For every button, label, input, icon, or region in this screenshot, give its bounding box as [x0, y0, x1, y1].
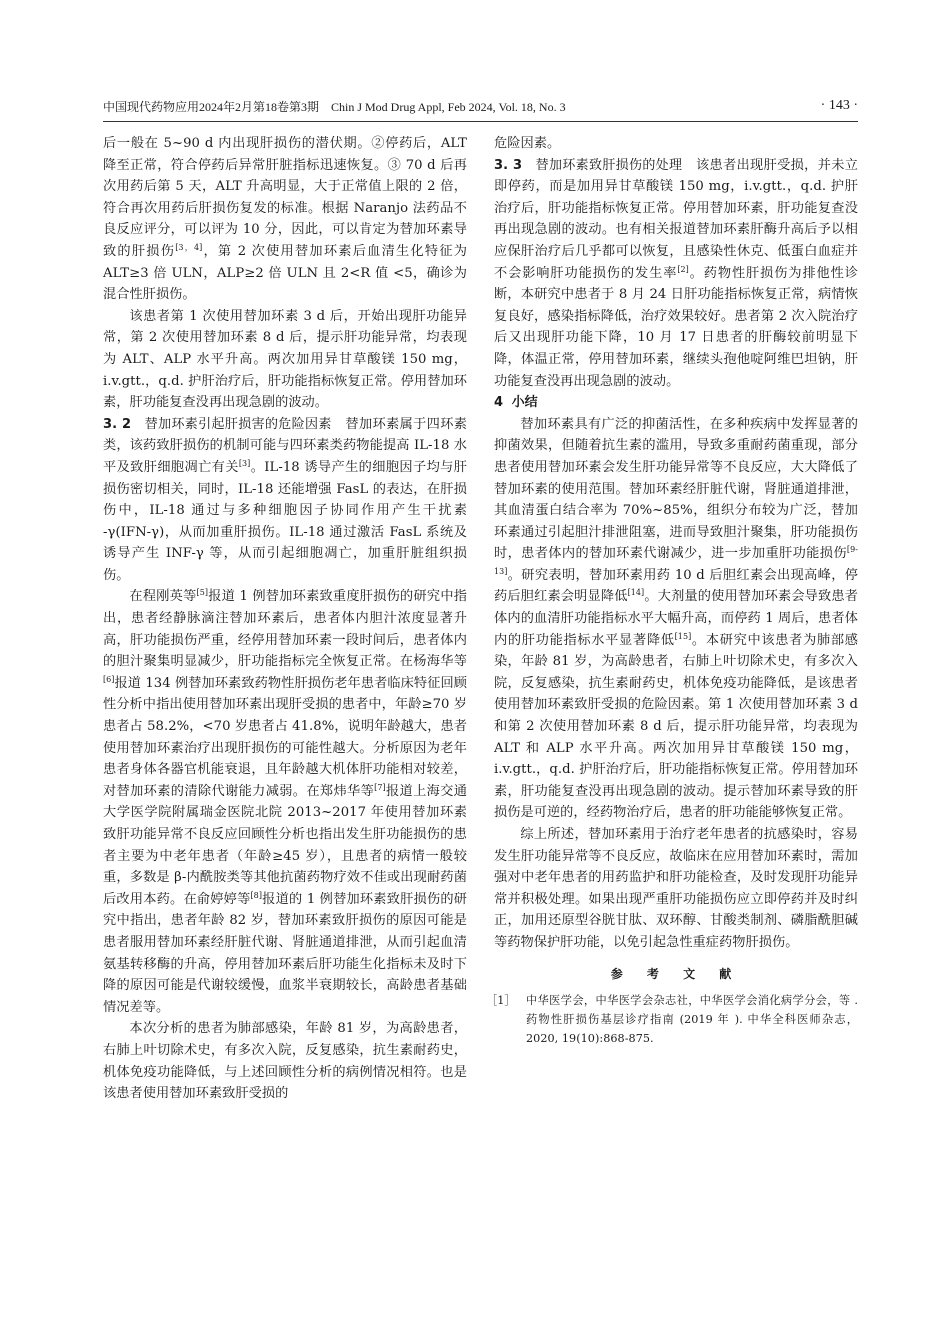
- reference-item: ［1］ 中华医学会，中华医学会杂志社，中华医学会消化病学分会，等 . 药物性肝损伤基层诊疗指南 (2019 年 ). 中华全科医师杂志，2020, 19(10):868-875.: [486, 994, 858, 1046]
- citation[interactable]: [9-13]: [494, 545, 858, 576]
- left-column: [103, 133, 467, 1105]
- paragraph: 危险因素。: [494, 136, 561, 151]
- right-column: [486, 133, 858, 1048]
- journal-citation: 中国现代药物应用2024年2月第18卷第3期 Chin J Mod Drug Appl, Feb 2024, Vol. 18, No. 3: [103, 100, 566, 114]
- citation[interactable]: [8]: [250, 890, 262, 900]
- citation[interactable]: [6]: [103, 674, 115, 684]
- paragraph: 综上所述，替加环素用于治疗老年患者的抗感染时，容易发生肝功能异常等不良反应，故临床在应用替加环素时，需加强对中老年患者的用药监护和肝功能检查，及时发现肝功能异常并积极处理。如果出现严重肝功能损伤应立即停药并及时纠正，加用还原型谷胱甘肽、双环醇、甘酸类制剂、磷脂酰胆碱等药物保护肝功能，以免引起急性重症药物肝损伤。: [494, 827, 858, 950]
- header-rule: [103, 121, 858, 122]
- paragraph: 该患者第 1 次使用替加环素 3 d 后，开始出现肝功能异常，第 2 次使用替加环素 8 d 后，提示肝功能异常，均表现为 ALT、ALP 水平升高。两次加用异甘草酸镁 150 mg，i.v.gtt.，q.d. 护肝治疗后，肝功能指标恢复正常。停用替加环素，肝功能复查没再出现急剧的波动。: [103, 308, 467, 411]
- citation[interactable]: [14]: [627, 588, 645, 598]
- page-number: · 143 ·: [820, 98, 858, 113]
- paragraph: 在程刚英等[5]报道 1 例替加环素致重度肝损伤的研究中指出，患者经静脉滴注替加环素后，患者体内胆汁浓度显著升高，肝功能损伤严重，经停用替加环素一段时间后，患者体内的胆汁聚集明显减少，肝功能指标完全恢复正常。在杨海华等[6]报道 134 例替加环素致药物性肝损伤老年患者临床特征回顾性分析中指出使用替加环素出现肝受损的患者中，年龄≥70 岁患者占 58.2%，<70 岁患者占 41.8%，说明年龄越大，患者使用替加环素治疗出现肝损伤的可能性越大。分析原因为老年患者身体各器官机能衰退，且年龄越大机体肝功能相对较差，对替加环素的清除代谢能力减弱。在郑炜华等[7]报道上海交通大学医学院附属瑞金医院北院 2013~2017 年使用替加环素致肝功能异常不良反应回顾性分析也指出发生肝功能损伤的患者主要为中老年患者（年龄≥45 岁），且患者的病情一般较重，多数是 β-内酰胺类等其他抗菌药物疗效不佳或出现耐药菌后改用本药。在俞婷婷等[8]报道的 1 例替加环素致肝损伤的研究中指出，患者年龄 82 岁，替加环素致肝损伤的原因可能是患者服用替加环素经肝脏代谢、肾脏通道排泄，从而引起血清氨基转移酶的升高，停用替加环素后肝功能生化指标未及时下降的原因可能是代谢较缓慢，血浆半衰期较长，高龄患者基础情况差等。: [103, 588, 468, 1015]
- paragraph: 本次分析的患者为肺部感染，年龄 81 岁，为高龄患者，右肺上叶切除术史，有多次入院，反复感染，抗生素耐药史，机体免疫功能降低，与上述回顾性分析的病例情况相符。也是该患者使用替加环素致肝受损的: [103, 1021, 467, 1102]
- citation[interactable]: [3，4]: [175, 242, 203, 252]
- citation[interactable]: [5]: [196, 588, 209, 598]
- citation[interactable]: [3]: [238, 458, 251, 468]
- section-3-3: 3. 3 替加环素致肝损伤的处理 该患者出现肝受损，并未立即停药，而是加用异甘草酸镁 150 mg，i.v.gtt.，q.d. 护肝治疗后，肝功能指标恢复正常。停用替加环素，肝功能复查没再出现急剧的波动。也有相关报道替加环素肝酶升高后予以相应保肝治疗后几乎都可以恢复，且感染性休克、低蛋白血症并不会影响肝功能损伤的发生率[2]。药物性肝损伤为排他性诊断，本研究中患者于 8 月 24 日肝功能指标恢复正常，病情恢复良好，感染指标降低，治疗效果较好。患者第 2 次入院治疗后又出现肝功能下降，10 月 17 日患者的肝酶较前明显下降，体温正常，停用替加环素，继续头孢他啶阿维巴坦钠，肝功能复查没再出现急剧的波动。: [494, 157, 858, 389]
- citation[interactable]: [2]: [677, 264, 689, 274]
- references-heading: 参 考 文 献: [610, 966, 742, 981]
- section-4-heading: 4 小结: [494, 395, 538, 411]
- section-3-2: 3. 2 替加环素引起肝损害的危险因素 替加环素属于四环素类，该药致肝损伤的机制可能与四环素类药物能提高 IL-18 水平及致肝细胞凋亡有关[3]。IL-18 诱导产生的细胞因子均与肝损伤密切相关，同时，IL-18 还能增强 FasL 的表达，在肝损伤中，IL-18 通过与多种细胞因子协同作用产生干扰素 -γ(IFN-γ)，从而加重肝损伤。IL-18 通过激活 FasL 系统及诱导产生 INF-γ 等，从而引起细胞凋亡，加重肝脏组织损伤。: [103, 416, 468, 583]
- citation[interactable]: [7]: [374, 782, 386, 792]
- running-header: [103, 98, 858, 120]
- paragraph: 替加环素具有广泛的抑菌活性，在多种疾病中发挥显著的抑菌效果，但随着抗生素的滥用，导致多重耐药菌重现，部分患者使用替加环素会发生肝功能异常等不良反应，大大降低了替加环素的使用范围。替加环素经肝脏代谢，肾脏通道排泄，其血清蛋白结合率为 70%~85%，组织分布较为广泛，替加环素通过引起胆汁排泄阻塞，进而导致胆汁聚集，肝功能损伤时，患者体内的替加环素代谢减少，进一步加重肝功能损伤[9-13]。研究表明，替加环素用药 10 d 后胆红素会出现高峰，停药后胆红素会明显降低[14]。大剂量的使用替加环素会导致患者体内的血清肝功能指标水平大幅升高，而停药 1 周后，患者体内的肝功能指标水平显著降低[15]。本研究中该患者为肺部感染，年龄 81 岁，为高龄患者，右肺上叶切除术史，有多次入院，反复感染，抗生素耐药史，机体免疫功能降低，是该患者使用替加环素致肝受损的危险因素。第 1 次使用替加环素 3 d 和第 2 次使用替加环素 8 d 后，提示肝功能异常，均表现为 ALT 和 ALP 水平升高。两次加用异甘草酸镁 150 mg，i.v.gtt.，q.d. 护肝治疗后，肝功能指标恢复正常。停用替加环素，肝功能复查没再出现急剧的波动。提示替加环素导致的肝损伤是可逆的，经药物治疗后，患者的肝功能能够恢复正常。: [494, 416, 858, 821]
- citation[interactable]: [15]: [674, 631, 692, 641]
- paragraph: 后一般在 5~90 d 内出现肝损伤的潜伏期。②停药后，ALT 降至正常，符合停药后异常肝脏指标迅速恢复。③ 70 d 后再次用药后第 5 天，ALT 升高明显，大于正常值上限的 2 倍，符合再次用药后肝损伤复发的标准。根据 Naranjo 法药品不良反应评分，可以评为 10 分，因此，可以肯定为替加环素导致的肝损伤[3，4]，第 2 次使用替加环素后血清生化特征为 ALT≥3 倍 ULN，ALP≥2 倍 ULN 且 2<R 值 <5，确诊为混合性肝损伤。: [103, 136, 468, 303]
